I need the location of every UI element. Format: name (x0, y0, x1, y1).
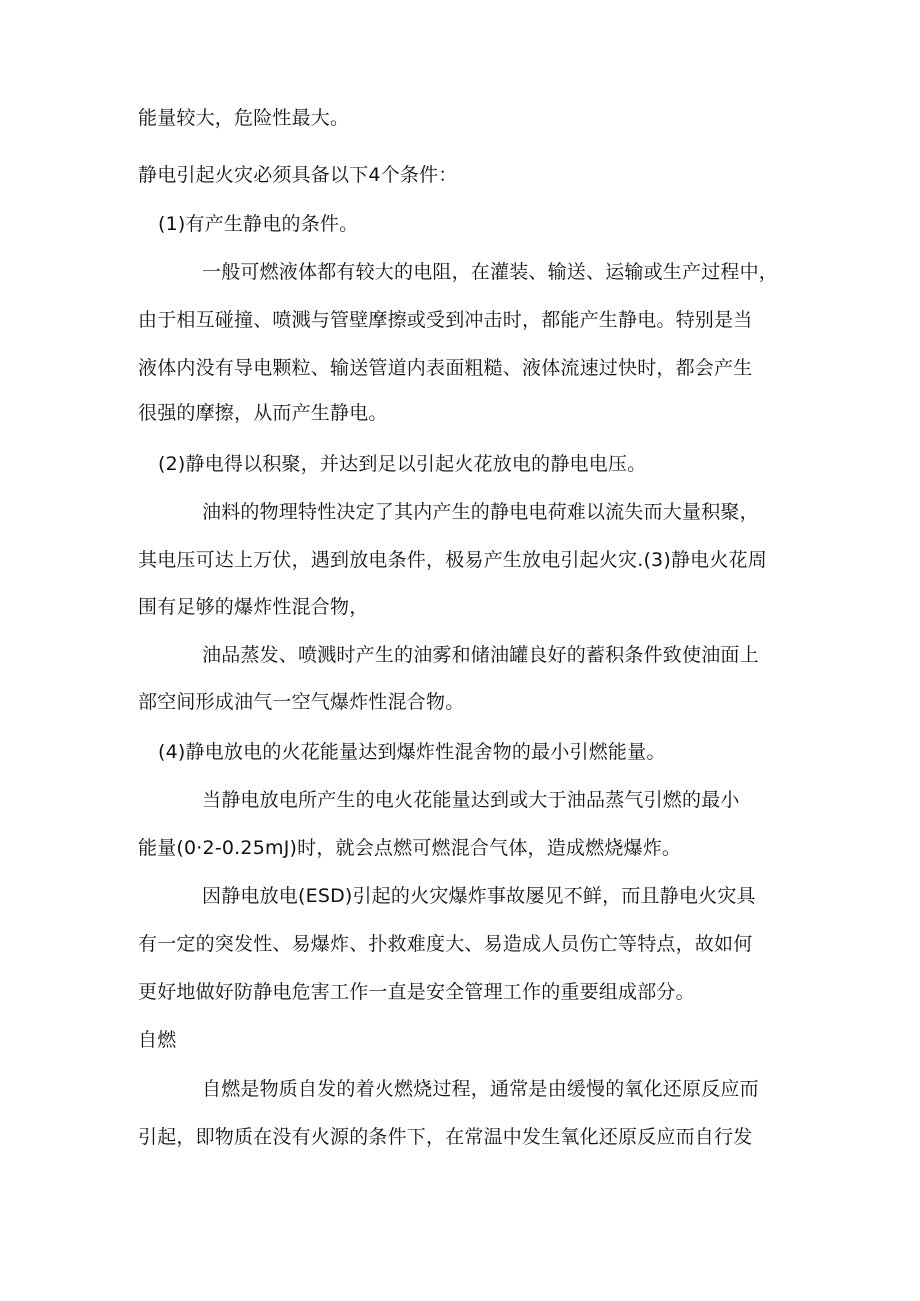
paragraph-line: 由于相互碰撞、喷溅与管壁摩擦或受到冲击时，都能产生静电。特别是当 (138, 309, 753, 331)
paragraph-line: 很强的摩擦，从而产生静电。 (138, 402, 388, 424)
text-line: 能量较大，危险性最大。 (138, 107, 350, 129)
paragraph-line: 油品蒸发、喷溅时产生的油雾和储油罐良好的蓄积条件致使油面上 (202, 644, 759, 666)
paragraph-line: 部空间形成油气一空气爆炸性混合物。 (138, 691, 465, 713)
text-line: 静电引起火灾必须具备以下4个条件： (138, 164, 458, 186)
paragraph-line: 油料的物理特性决定了其内产生的静电电荷难以流失而大量积聚， (202, 501, 759, 523)
paragraph-line: 能量(0·2-0.25mJ)时，就会点燃可燃混合气体，造成燃烧爆炸。 (138, 837, 682, 859)
list-item-heading: (1)有产生静电的条件。 (158, 213, 359, 235)
paragraph-line: 引起，即物质在没有火源的条件下，在常温中发生氧化还原反应而自行发 (138, 1126, 753, 1148)
paragraph-line: 液体内没有导电颗粒、输送管道内表面粗糙、液体流速过快时，都会产生 (138, 357, 753, 379)
list-item-heading: (4)静电放电的火花能量达到爆炸性混舍物的最小引燃能量。 (158, 741, 666, 763)
paragraph-line: 有一定的突发性、易爆炸、扑救难度大、易造成人员伤亡等特点，故如何 (138, 933, 753, 955)
paragraph-line: 其电压可达上万伏，遇到放电条件，极易产生放电引起火灾.(3)静电火花周 (138, 549, 767, 571)
paragraph-line: 一般可燃液体都有较大的电阻，在灌装、输送、运输或生产过程中， (202, 261, 779, 283)
paragraph-line: 因静电放电(ESD)引起的火灾爆炸事故屡见不鲜，而且静电火灾具 (202, 885, 756, 907)
list-item-heading: (2)静电得以积聚，并达到足以引起火花放电的静电电压。 (158, 453, 647, 475)
paragraph-line: 更好地做好防静电危害工作一直是安全管理工作的重要组成部分。 (138, 981, 695, 1003)
paragraph-line: 当静电放电所产生的电火花能量达到或大于油品蒸气引燃的最小 (202, 789, 740, 811)
section-heading: 自燃 (138, 1029, 177, 1051)
paragraph-line: 自燃是物质自发的着火燃烧过程，通常是由缓慢的氧化还原反应而 (202, 1078, 759, 1100)
paragraph-line: 围有足够的爆炸性混合物， (138, 596, 369, 618)
